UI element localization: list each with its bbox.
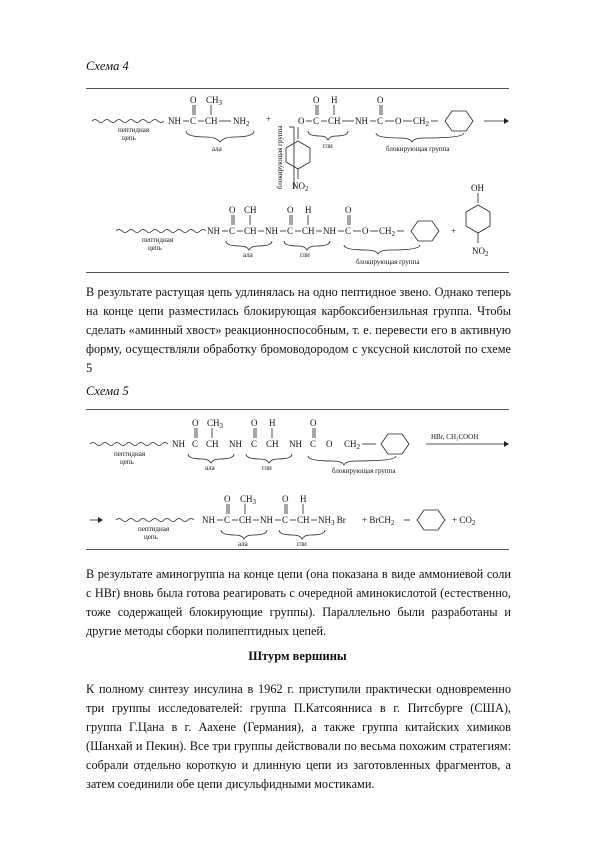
o-label: O <box>190 95 197 105</box>
pept-chain-label-5: пептидная <box>114 450 146 458</box>
o-label-14: O <box>282 494 289 504</box>
nh-label-3: NH <box>207 226 220 236</box>
ala-label: ала <box>212 145 222 153</box>
o-label-7: O <box>345 205 352 215</box>
gly-label-3: гли <box>262 464 272 472</box>
scheme4-figure <box>86 88 509 273</box>
co2-label: + $CO_2$ <box>452 515 476 527</box>
ch-label-7: CH <box>239 515 252 525</box>
o-label-3: O <box>377 95 384 105</box>
benzene-ring-2 <box>445 111 473 131</box>
o-label-8: O <box>362 226 369 236</box>
scheme5-diagram <box>86 410 509 549</box>
benzene-ring-3 <box>411 221 439 241</box>
ch3-label-4: $CH_3$ <box>240 494 257 506</box>
ala-label-2: ала <box>243 251 253 259</box>
nh-label-6: NH <box>172 439 185 449</box>
pept-chain-label-2: цепь <box>122 134 136 142</box>
gly-label-4: гли <box>297 540 307 548</box>
ch2-label: $CH_2$ <box>413 116 430 128</box>
o-label-5: O <box>229 205 236 215</box>
ch-label-6: CH <box>266 439 279 449</box>
wavy-chain <box>92 120 164 123</box>
paragraph-3: К полному синтезу инсулина в 1962 г. приступили практически одновременно три группы исследователей: группа П.Катсоянниса в г. Питсбурге (США), группа Г.Цана в г. Аахене (Германия), а также группа китайских химиков (Шанхай и Пекин). Все три группы действовали по весьма похожим стратегиям: собрали отдельно короткую и длинную цепи из заготовленных фрагментов, а затем соединили обе цепи дисульфидными мостиками. <box>86 682 511 791</box>
plus-sign-2: + <box>451 226 457 236</box>
ch-label-8: CH <box>297 515 310 525</box>
brch2-label: + BrCH$_2$ <box>362 515 395 527</box>
o-label-13: O <box>224 494 231 504</box>
pept-chain-label-8: цепь <box>144 533 158 541</box>
paragraph-2: В результате аминогруппа на конце цепи (она показана в виде аммониевой соли с HBr) вновь была готова реагировать с очередной аминокислотой (естественно, тоже содержащей блокирующие группы). Параллельно были разработаны и другие методы сборки полипептидных цепей. <box>86 567 511 638</box>
ch3-label-3: $CH_3$ <box>207 418 224 430</box>
reagent-label: HBr, CH₃COOH <box>431 433 479 441</box>
h-label-4: H <box>300 494 307 504</box>
oh-label: OH <box>471 183 484 193</box>
o-label-6: O <box>287 205 294 215</box>
nh2-label: $NH_2$ <box>233 116 250 128</box>
ch2-label-2: $CH_2$ <box>379 226 396 238</box>
scheme5-figure <box>86 409 509 550</box>
pept-chain-label-6: цепь <box>120 458 134 466</box>
ch-label-5: CH <box>206 439 219 449</box>
benzene-ring-1 <box>286 141 310 169</box>
h-label-3: H <box>269 418 276 428</box>
ch-label: CH <box>205 116 218 126</box>
o-label-9: O <box>192 418 199 428</box>
nh-label-4: NH <box>265 226 278 236</box>
block-group-vertical: блокирующая группа <box>276 125 284 189</box>
nh-label-8: NH <box>289 439 302 449</box>
nh-label-7: NH <box>229 439 242 449</box>
ch3-label: $CH_3$ <box>206 95 223 107</box>
c-label-8: C <box>251 439 258 449</box>
ch-label-2: CH <box>328 116 341 126</box>
ch3-label-2: CH <box>244 205 257 215</box>
wavy-chain-4 <box>116 519 194 522</box>
gly-label: гли <box>323 142 333 150</box>
c-label-10: C <box>224 515 231 525</box>
pept-chain-label-1: пептидная <box>118 126 150 134</box>
h-label: H <box>331 95 338 105</box>
benzene-ring-6 <box>417 510 445 530</box>
c-label-11: C <box>282 515 289 525</box>
no2-label: $NO_2$ <box>292 181 309 193</box>
paragraph-1: В результате растущая цепь удлинялась на одно пептидное звено. Однако теперь на конце цепи разместилась блокирующая карбоксибензильная группа. Чтобы сделать «аминный хвост» реакционноспособным, т. е. перевести его в активную форму, осуществляли обработку бромоводородом с уксусной кислотой по схеме 5 <box>86 285 511 375</box>
scheme5-caption: Схема 5 <box>86 384 129 398</box>
c-label-3: C <box>377 116 384 126</box>
ala-label-3: ала <box>205 464 215 472</box>
nh-label-9: NH <box>202 515 215 525</box>
c-label-2: C <box>313 116 320 126</box>
o-label-4: O <box>395 116 402 126</box>
nh3br-label: $NH_3$ Br <box>318 515 346 527</box>
nh-label: NH <box>168 116 181 126</box>
no2-label-2: $NO_2$ <box>472 246 489 258</box>
block-group-label-2: блокирующая группа <box>356 258 420 266</box>
nh-label-2: NH <box>355 116 368 126</box>
pept-chain-label-7: пептидная <box>138 525 170 533</box>
c-label-7: C <box>192 439 199 449</box>
o-label-10: O <box>251 418 258 428</box>
gly-label-2: гли <box>300 251 310 259</box>
wavy-chain-2 <box>116 230 206 233</box>
nh-label-10: NH <box>260 515 273 525</box>
pept-chain-label-4: цепь <box>148 244 162 252</box>
scheme4-caption: Схема 4 <box>86 59 129 73</box>
plus-sign: + <box>266 114 272 124</box>
benzene-ring-4 <box>466 205 490 233</box>
nh-label-5: NH <box>323 226 336 236</box>
c-label-5: C <box>287 226 294 236</box>
benzene-ring-5 <box>381 434 409 454</box>
ala-label-4: ала <box>238 540 248 548</box>
ch2-label-3: $CH_2$ <box>344 439 361 451</box>
c-label-9: C <box>310 439 317 449</box>
h-label-2: H <box>305 205 312 215</box>
block-group-label: блокирующая группа <box>386 145 450 153</box>
section-heading: Штурм вершины <box>248 649 347 663</box>
wavy-chain-3 <box>90 443 168 446</box>
c-label: C <box>190 116 197 126</box>
ch-label-3: CH <box>244 226 257 236</box>
scheme4-diagram <box>86 89 509 272</box>
block-group-label-3: блокирующая группа <box>332 467 396 475</box>
ch-label-4: CH <box>302 226 315 236</box>
o-label-11: O <box>310 418 317 428</box>
c-label-6: C <box>345 226 352 236</box>
o-label-2: O <box>313 95 320 105</box>
pept-chain-label-3: пептидная <box>142 236 174 244</box>
o-label-12: O <box>326 439 333 449</box>
c-label-4: C <box>229 226 236 236</box>
o-link-label: O <box>298 116 305 126</box>
